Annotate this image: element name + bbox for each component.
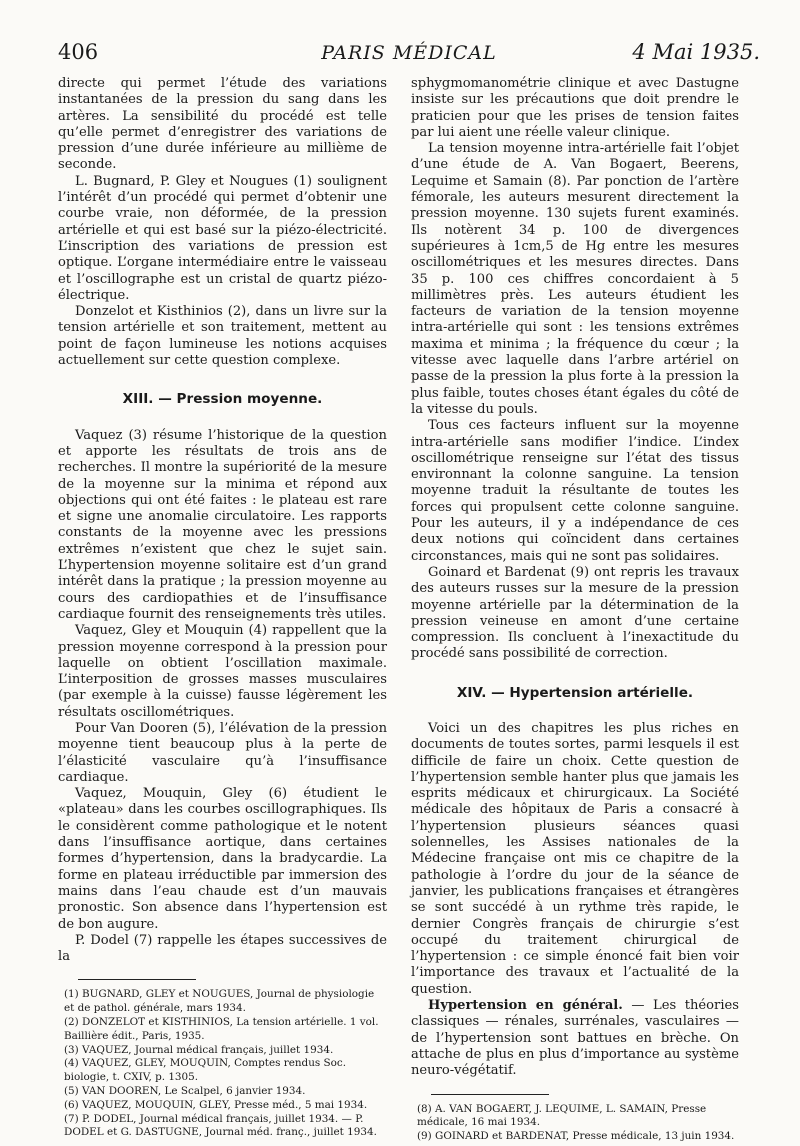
footnote: (3) VAQUEZ, Journal médical français, juillet 1934. [64, 1043, 334, 1056]
footnote-rule [78, 979, 196, 980]
paragraph: La tension moyenne intra-artérielle fait l’objet d’une étude de A. Van Bogaert, Beerens, Lequime et Samain (8). Par ponction de l’artère fémorale, les auteurs mesurent directement la pression moyenne. 130 sujets furent examinés. Ils notèrent 34 p. 100 de divergences supérieures à 1cm,5 de Hg entre les mesures oscillométriques et les mesures directes. Dans 35 p. 100 ces chiffres concordaient à 5 millimètres près. Les auteurs étudient les facteurs de variation de la tension moyenne intra-artérielle qui sont : les tensions extrêmes maxima et minima ; la fréquence du cœur ; la vitesse avec laquelle dans l’arbre artériel on passe de la pression la plus forte à la pression la plus faible, toutes choses étant égales du côté de la vitesse du pouls. [411, 141, 739, 417]
paragraph: Goinard et Bardenat (9) ont repris les travaux des auteurs russes sur la mesure de la pression moyenne artérielle par la détermination de la pression veineuse en amont d’une certaine compression. Ils concluent à l’inexactitude du procédé sans possibilité de correction. [411, 564, 739, 662]
run-in-heading: Hypertension en général. [428, 998, 623, 1014]
footnote: (7) P. DODEL, Journal médical français, juillet 1934. — P. DODEL et G. DASTUGNE, Journal méd. franç., juillet 1934. [64, 1112, 377, 1139]
paragraph: directe qui permet l’étude des variations instantanées de la pression du sang dans les artères. La sensibilité du procédé est telle qu’elle permet d’enregistrer des variations de pression d’une durée inférieure au millième de seconde. [58, 76, 387, 173]
footnote: (2) DONZELOT et KISTHINIOS, La tension artérielle. 1 vol. Baillière édit., Paris, 1935. [64, 1016, 379, 1042]
paragraph: Vaquez, Gley et Mouquin (4) rappellent que la pression moyenne correspond à la pression pour laquelle on obtient l’oscillation maximale. L’interposition de grosses masses musculaires (par exemple à la cuisse) fausse légèrement les résultats oscillométriques. [58, 623, 387, 720]
paragraph: sphygmomanométrie clinique et avec Dastugne insiste sur les précautions que doit prendre le praticien pour que les prises de tension faites par lui aient une réelle valeur clinique. [411, 76, 739, 140]
page-number: 406 [58, 40, 99, 64]
footnote: (9) GOINARD et BARDENAT, Presse médicale, 13 juin 1934. [417, 1130, 735, 1143]
footnote: (5) VAN DOOREN, Le Scalpel, 6 janvier 1934. [64, 1085, 306, 1098]
paragraph: Pour Van Dooren (5), l’élévation de la pression moyenne tient beaucoup plus à la perte de l’élasticité vasculaire qu’à l’insuffisance cardiaque. [58, 720, 387, 785]
paragraph: P. Dodel (7) rappelle les étapes successives de la [58, 932, 387, 965]
footnotes [58, 988, 387, 1140]
section-heading-xiii: XIII. — Pression moyenne. [122, 391, 323, 408]
footnote: (1) BUGNARD, GLEY et NOUGUES, Journal de physiologie et de pathol. générale, mars 1934. [64, 988, 375, 1015]
journal-title: PARIS MÉDICAL [321, 42, 497, 64]
paragraph: Tous ces facteurs influent sur la moyenne intra-artérielle sans modifier l’indice. L’index oscillométrique renseigne sur l’état des tissus environnant la colonne sanguine. La tension moyenne traduit la résultante de toutes les forces qui propulsent cette colonne sanguine. Pour les auteurs, il y a indépendance de ces deux notions qui coïncident dans certaines circonstances, mais qui ne sont pas solidaires. [411, 418, 739, 564]
paragraph [411, 998, 739, 1079]
paragraph: Vaquez (3) résume l’historique de la question et apporte les résultats de trois ans de recherches. Il montre la supériorité de la mesure de la moyenne sur la minima et répond aux objections qui ont été faites : le plateau est rare et signe une anomalie circulatoire. Les rapports constants de la moyenne avec les pressions extrêmes n’existent que chez le sujet sain. L’hypertension moyenne solitaire est d’un grand intérêt dans la pratique ; la pression moyenne au cours des cardiopathies et de l’insuffisance cardiaque fournit des renseignements très utiles. [58, 427, 387, 622]
section-heading-xiv: XIV. — Hypertension artérielle. [456, 684, 694, 701]
page-header [58, 40, 760, 70]
paragraph: Voici un des chapitres les plus riches en documents de toutes sortes, parmi lesquels il est difficile de faire un choix. Cette question de l’hypertension semble hanter plus que jamais les esprits médicaux et chirurgicaux. La Société médicale des hôpitaux de Paris a consacré à l’hypertension plusieurs séances quasi solennelles, les Assises nationales de la Médecine française ont mis ce chapitre de la pathologie à l’ordre du jour de la séance de janvier, les publications françaises et étrangères se sont succédé à un rythme très rapide, le dernier Congrès français de chirurgie s’est occupé du traitement chirurgical de l’hypertension : ce simple énoncé fait bien voir l’importance des travaux et l’actualité de la question. [411, 720, 739, 997]
footnote-rule [431, 1094, 549, 1095]
right-column [411, 76, 739, 1144]
left-column [58, 76, 387, 1140]
paragraph: L. Bugnard, P. Gley et Nougues (1) soulignent l’intérêt d’un procédé qui permet d’obtenir une courbe vraie, non déformée, de la pression artérielle et qui est basé sur la piézo-électricité. L’inscription des variations de pression est optique. L’organe intermédiaire entre le vaisseau et l’oscillographe est un cristal de quartz piézo-électrique. [58, 173, 387, 303]
footnote: (8) A. VAN BOGAERT, J. LEQUIME, L. SAMAIN, Presse médicale, 16 mai 1934. [417, 1102, 707, 1129]
footnotes [411, 1103, 739, 1144]
footnote: (4) VAQUEZ, GLEY, MOUQUIN, Comptes rendus Soc. biologie, t. CXIV, p. 1305. [64, 1057, 347, 1084]
issue-date: 4 Mai 1935. [632, 40, 760, 64]
paragraph: Donzelot et Kisthinios (2), dans un livre sur la tension artérielle et son traitement, mettent au point de façon lumineuse les notions acquises actuellement sur cette question complexe. [58, 304, 387, 369]
paragraph-text: — Les théories classiques — rénales, surrénales, vasculaires — de l’hypertension sont battues en brèche. On attache de plus en plus d’importance au système neuro-végétatif. [411, 998, 739, 1079]
paragraph: Vaquez, Mouquin, Gley (6) étudient le «plateau» dans les courbes oscillographiques. Ils le considèrent comme pathologique et le notent dans l’insuffisance aortique, dans certaines formes d’hypertension, dans la bradycardie. La forme en plateau irréductible par immersion des mains dans l’eau chaude est d’un mauvais pronostic. Son absence dans l’hypertension est de bon augure. [58, 786, 387, 932]
footnote: (6) VAQUEZ, MOUQUIN, GLEY, Presse méd., 5 mai 1934. [64, 1098, 368, 1111]
